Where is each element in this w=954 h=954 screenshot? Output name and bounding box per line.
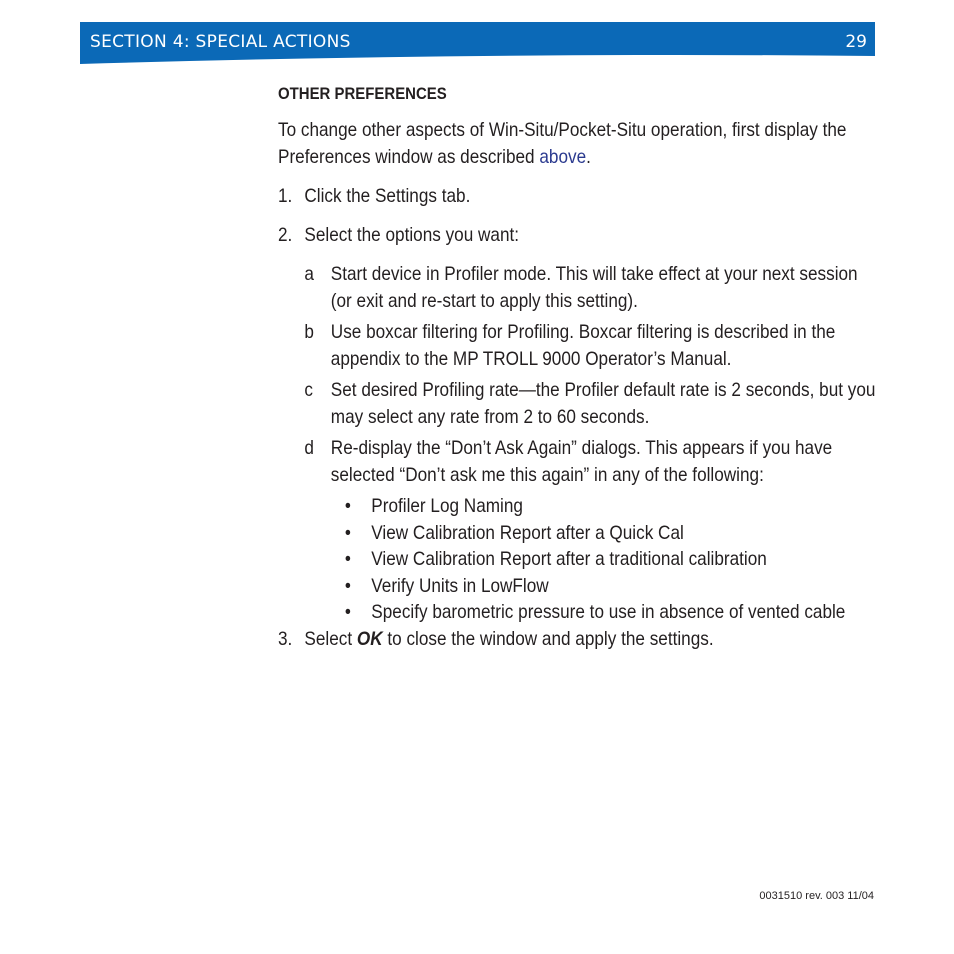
step-text bbox=[304, 626, 713, 653]
list-item bbox=[345, 546, 878, 573]
page-content bbox=[278, 78, 876, 665]
section-heading: OTHER PREFERENCES bbox=[278, 84, 447, 103]
list-item bbox=[345, 599, 878, 626]
list-item bbox=[345, 520, 878, 547]
option-text: Start device in Profiler mode. This will take effect at your next session (or exit and re-start to apply this setting). bbox=[330, 263, 858, 312]
step3-after: to close the window and apply the settings. bbox=[382, 627, 714, 650]
bullet-icon: • bbox=[344, 495, 351, 517]
section-title: SECTION 4: SPECIAL ACTIONS bbox=[90, 32, 351, 52]
option-letter: c bbox=[304, 379, 313, 401]
page-header bbox=[80, 22, 875, 60]
list-item-text: View Calibration Report after a traditional calibration bbox=[371, 548, 767, 570]
option-text: Re-display the “Don’t Ask Again” dialogs. This appears if you have selected “Don’t ask me this again” in any of the following: bbox=[330, 437, 833, 486]
option-text: Use boxcar filtering for Profiling. Boxcar filtering is described in the appendix to the MP TROLL 9000 Operator’s Manual. bbox=[330, 321, 836, 370]
option-b bbox=[304, 319, 878, 373]
list-item-text: Verify Units in LowFlow bbox=[371, 574, 549, 597]
bullet-icon: • bbox=[344, 574, 351, 597]
option-d bbox=[304, 435, 878, 489]
page-number: 29 bbox=[845, 32, 867, 52]
step-3 bbox=[278, 626, 878, 653]
dialog-list bbox=[345, 493, 878, 626]
option-a bbox=[304, 261, 878, 315]
list-item-text: View Calibration Report after a Quick Cal bbox=[371, 521, 684, 544]
option-c bbox=[304, 377, 878, 431]
step-number: 1. bbox=[278, 185, 293, 207]
above-link[interactable]: above bbox=[539, 146, 587, 168]
step3-before: Select bbox=[304, 627, 357, 650]
list-item bbox=[345, 573, 878, 600]
ok-label: OK bbox=[356, 627, 383, 650]
step-text: Select the options you want: bbox=[304, 224, 520, 246]
option-letter: a bbox=[304, 263, 314, 285]
list-item-text: Profiler Log Naming bbox=[371, 495, 523, 517]
intro-paragraph bbox=[278, 117, 878, 171]
option-letter: d bbox=[304, 437, 314, 459]
intro-text: To change other aspects of Win-Situ/Pocket-Situ operation, first display the Preferences window as described bbox=[278, 119, 847, 168]
option-text: Set desired Profiling rate—the Profiler default rate is 2 seconds, but you may select any rate from 2 to 60 seconds. bbox=[330, 379, 876, 428]
step-number: 3. bbox=[278, 627, 293, 650]
list-item-text: Specify barometric pressure to use in absence of vented cable bbox=[371, 601, 846, 623]
step-1 bbox=[278, 183, 878, 210]
bullet-icon: • bbox=[344, 521, 351, 544]
step-2 bbox=[278, 222, 878, 249]
bullet-icon: • bbox=[344, 548, 351, 570]
list-item bbox=[345, 493, 878, 520]
bullet-icon: • bbox=[344, 601, 351, 623]
step-text: Click the Settings tab. bbox=[304, 185, 471, 207]
intro-end: . bbox=[586, 146, 591, 168]
document-revision: 0031510 rev. 003 11/04 bbox=[759, 890, 874, 902]
step-number: 2. bbox=[278, 224, 293, 246]
option-letter: b bbox=[304, 321, 314, 343]
